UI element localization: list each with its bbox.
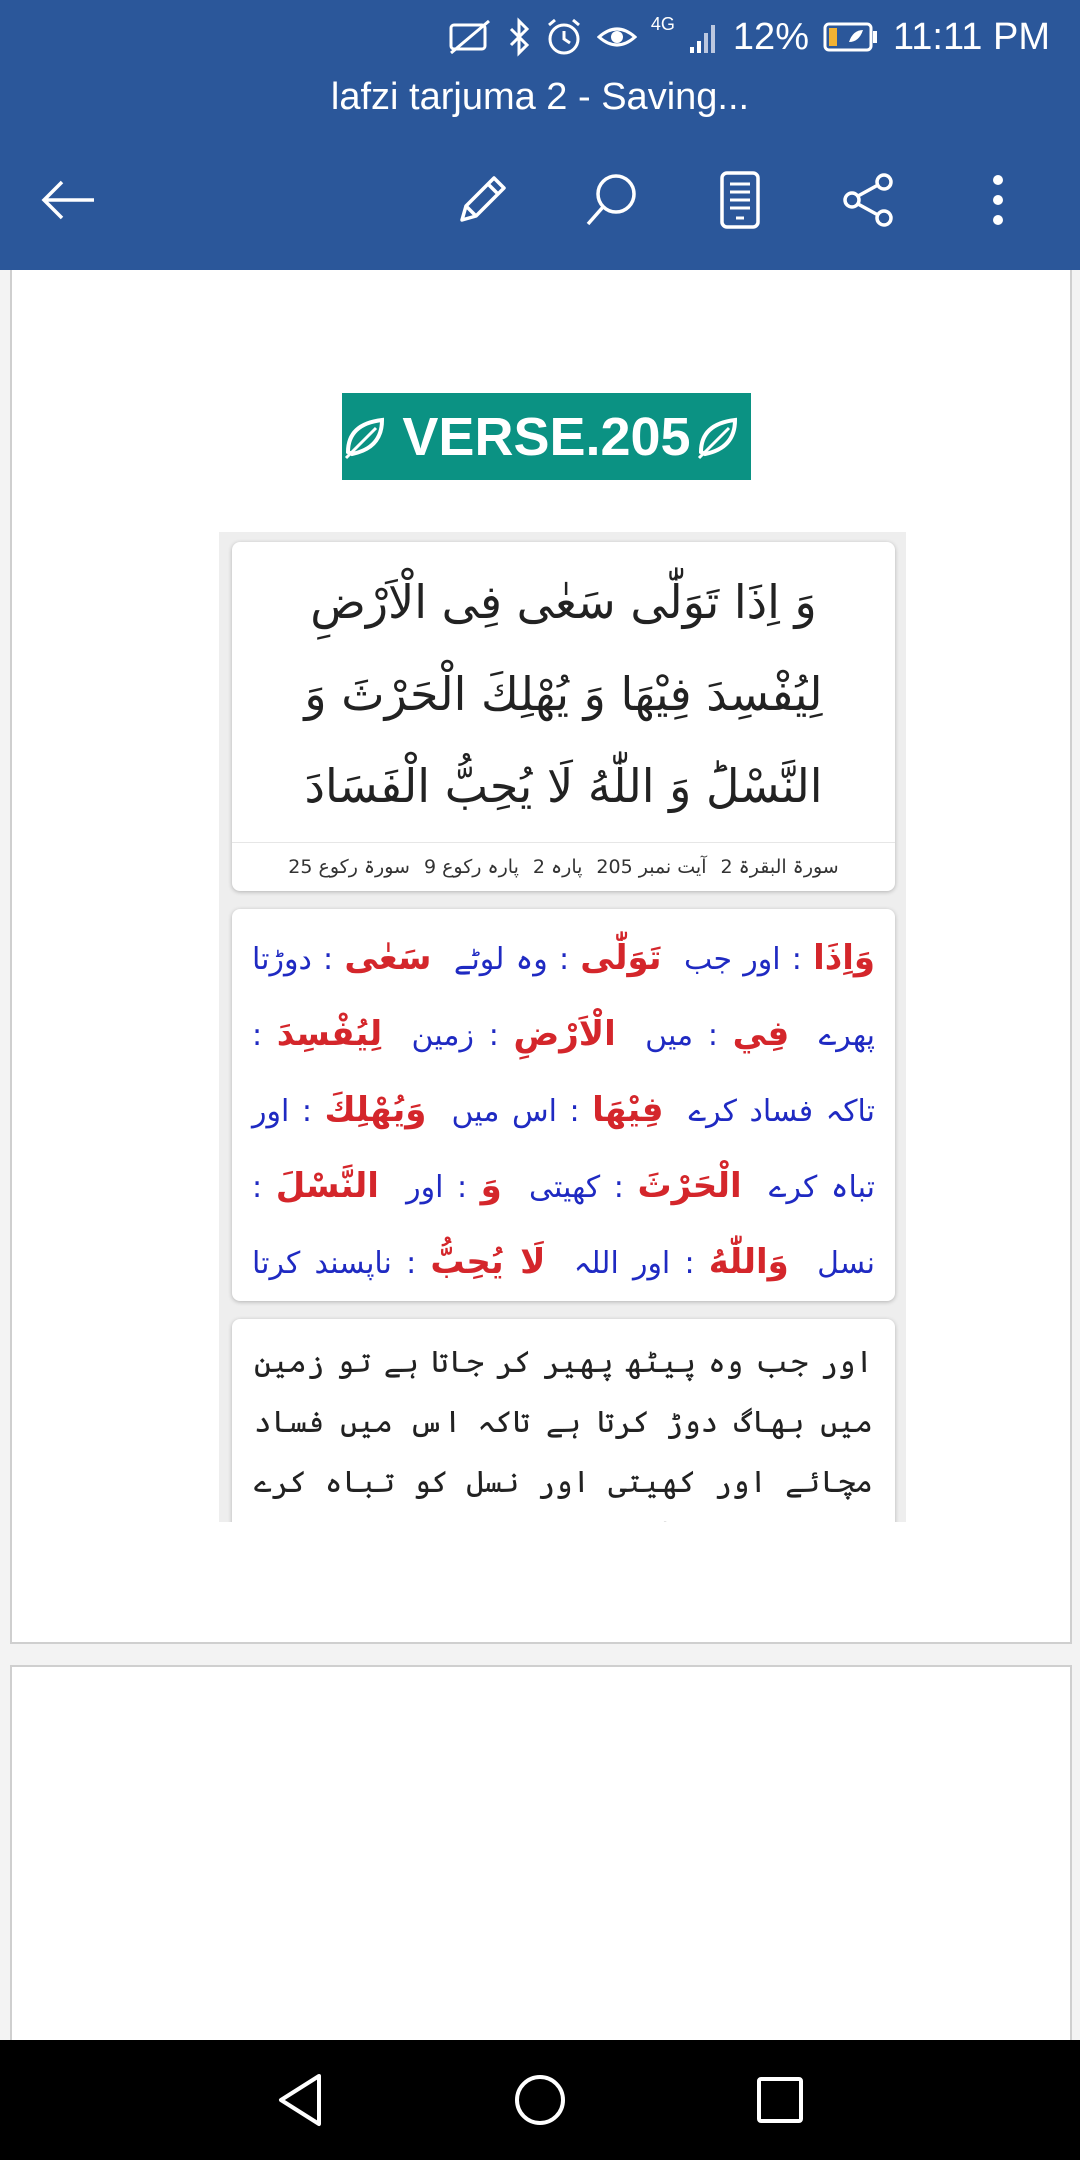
search-icon[interactable] <box>572 160 652 240</box>
clock-time: 11:11 PM <box>892 15 1050 58</box>
word-pair: سَعٰى : دوڑتا پھرے <box>252 938 875 1053</box>
no-notifications-icon <box>447 17 493 57</box>
reference-surah: سورۃ البقرۃ 2 <box>720 856 839 878</box>
alarm-icon <box>545 17 583 57</box>
eye-comfort-icon <box>597 17 637 57</box>
arabic-verse-text: وَ اِذَا تَوَلّٰى سَعٰى فِی الْاَرْضِ لِیُفْسِدَ فِیْهَا وَ یُهْلِكَ الْحَرْثَ وَ النَّسْلَؕ وَ اللّٰهُ لَا یُحِبُّ الْفَسَادَ <box>304 575 823 813</box>
urdu-meaning: اور تباہ کرے <box>252 1094 875 1205</box>
verse-badge <box>342 393 751 480</box>
signal-icon <box>689 19 719 55</box>
verse-reference <box>232 842 895 891</box>
lafzi-tarjuma-card <box>232 909 895 1301</box>
arabic-word: لِيُفْسِدَ <box>276 1014 383 1054</box>
arabic-word: وَ <box>480 1166 502 1206</box>
home-circle-icon[interactable] <box>495 2060 585 2140</box>
word-pair: لَا يُحِبُّ : ناپسند کرتا <box>252 1246 694 1301</box>
arabic-word: وَيُهْلِكَ <box>324 1090 427 1130</box>
word-pair: وَاِذَا : اور جب <box>684 938 875 978</box>
urdu-meaning: نسل <box>817 1246 876 1281</box>
urdu-meaning: وہ لوٹے <box>453 942 548 977</box>
arabic-word: فِيْهَا <box>592 1090 664 1130</box>
reference-surah-ruku: سورۃ رکوع 25 <box>288 856 410 878</box>
word-pair: فِيْهَا : اس میں <box>451 1090 664 1130</box>
document-canvas[interactable] <box>0 270 1080 2040</box>
reference-para-ruku: پارہ رکوع 9 <box>423 856 519 878</box>
word-pair: تَوَلّٰى : وہ لوٹے <box>453 938 662 978</box>
bluetooth-icon <box>507 17 531 57</box>
network-type: 4G <box>650 14 675 34</box>
arabic-word: سَعٰى <box>344 938 432 978</box>
recents-square-icon[interactable] <box>735 2060 825 2140</box>
reference-para: پارہ 2 <box>532 856 583 878</box>
reference-ayat: آیت نمبر 205 <box>596 856 707 878</box>
back-arrow-icon[interactable] <box>28 160 108 240</box>
arabic-word: وَاللّٰهُ <box>708 1242 789 1282</box>
status-bar <box>0 0 1080 72</box>
status-icons <box>447 12 1050 62</box>
urdu-meaning: دوڑتا پھرے <box>252 942 875 1053</box>
arabic-word: فِي <box>732 1014 790 1054</box>
more-options-icon[interactable] <box>958 160 1038 240</box>
app-bar <box>0 0 1080 270</box>
arabic-verse-card <box>232 542 895 891</box>
arabic-word: النَّسْلَ <box>275 1166 379 1206</box>
urdu-meaning: اور <box>406 1170 444 1205</box>
arabic-word: تَوَلّٰى <box>580 938 662 978</box>
urdu-translation-card <box>232 1319 895 1522</box>
urdu-translation-text: اور جب وہ پیٹھ پھیر کر جاتا ہے تو زمین میں بھاگ دوڑ کرتا ہے تاکہ اس میں فساد مچائے اور کھیتی اور نسل کو تباہ کرے <box>254 1345 873 1500</box>
back-triangle-icon[interactable] <box>255 2060 345 2140</box>
leaf-icon <box>695 412 751 462</box>
leaf-icon <box>342 412 398 462</box>
battery-icon <box>823 22 879 52</box>
urdu-meaning: ناپسند کرتا <box>252 1246 392 1281</box>
verse-image <box>219 532 906 1522</box>
arabic-word: وَاِذَا <box>813 938 875 978</box>
word-pair: النَّسْلَ : نسل <box>252 1166 876 1281</box>
word-pair: الْاَرْضِ : زمین <box>411 1014 616 1054</box>
arabic-word: لَا يُحِبُّ <box>430 1242 546 1282</box>
battery-percent: 12% <box>732 15 809 58</box>
arabic-word: الْاَرْضِ <box>513 1014 616 1054</box>
word-pair: الْحَرْثَ : کھیتی <box>528 1166 742 1206</box>
share-icon[interactable] <box>828 160 908 240</box>
system-nav-bar <box>0 2040 1080 2160</box>
word-pair: وَيُهْلِكَ : اور تباہ کرے <box>252 1090 875 1205</box>
urdu-meaning: تاکہ فساد کرے <box>688 1094 875 1129</box>
word-pair: وَ : اور <box>406 1166 502 1206</box>
edit-pencil-icon[interactable] <box>442 160 522 240</box>
document-title: lafzi tarjuma 2 - Saving... <box>330 76 750 118</box>
document-page <box>10 270 1072 1644</box>
urdu-meaning: اس میں <box>451 1094 557 1129</box>
urdu-meaning: زمین <box>411 1018 474 1053</box>
arabic-word: الْحَرْثَ <box>637 1166 742 1206</box>
reading-view-icon[interactable] <box>700 160 780 240</box>
word-pair: فِي : میں <box>645 1014 790 1054</box>
urdu-meaning: اور جب <box>684 942 781 977</box>
word-pair: لِيُفْسِدَ : تاکہ فساد کرے <box>252 1014 875 1129</box>
urdu-meaning: اور اللہ <box>573 1246 671 1281</box>
document-page-2 <box>10 1665 1072 2040</box>
word-by-word-text <box>232 909 895 1301</box>
urdu-meaning: کھیتی <box>528 1170 601 1205</box>
word-pair: وَاللّٰهُ : اور اللہ <box>573 1242 789 1282</box>
urdu-meaning: میں <box>645 1018 694 1053</box>
verse-label: VERSE.205 <box>402 406 691 467</box>
